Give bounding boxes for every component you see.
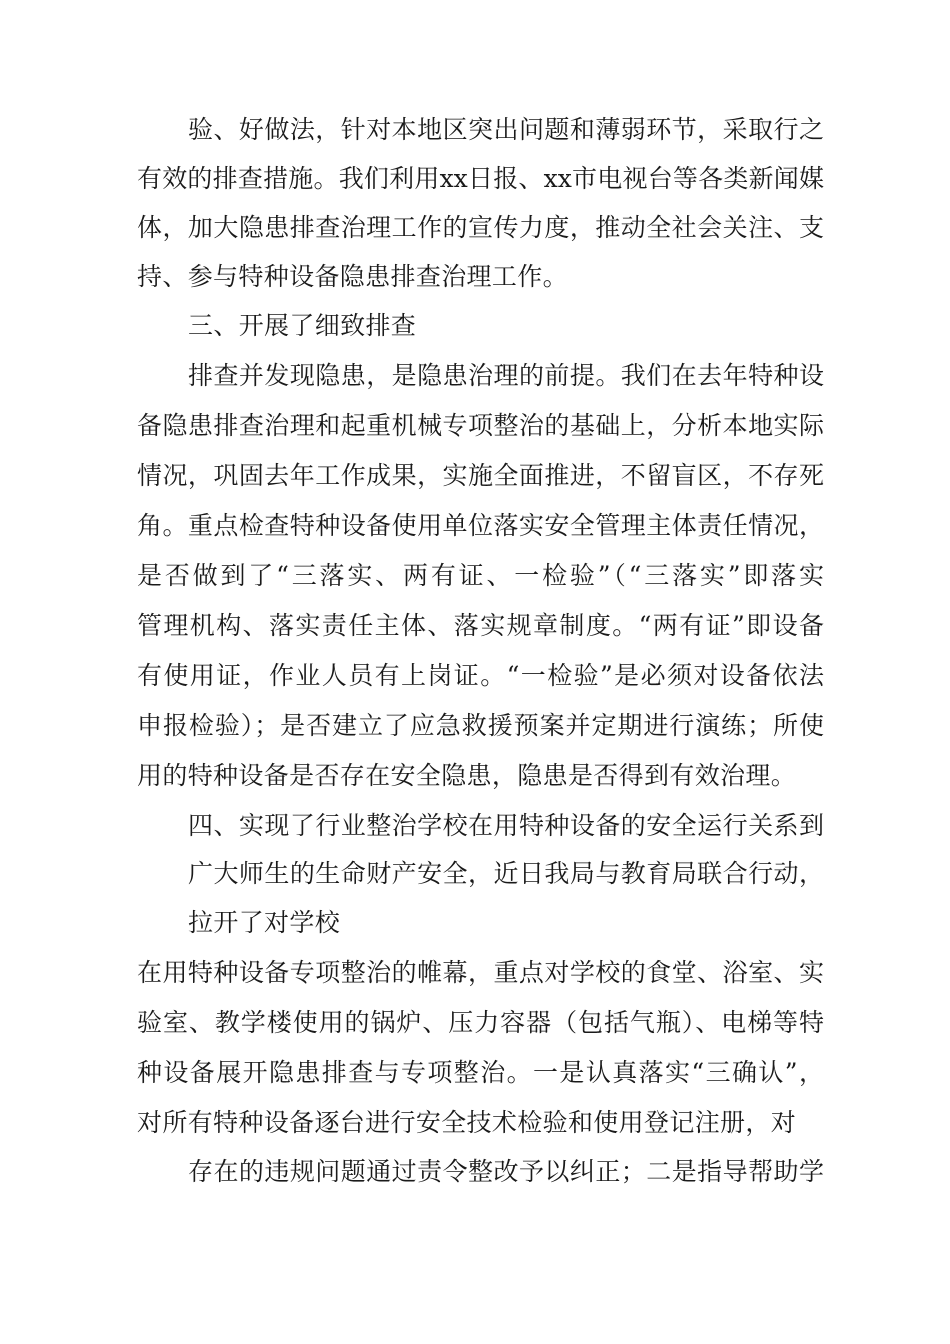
text-line: 对所有特种设备逐台进行安全技术检验和使用登记注册，对 xyxy=(137,1108,797,1137)
section-heading: 四、实现了行业整治学校在用特种设备的安全运行关系到 xyxy=(188,811,824,840)
text-line: 验室、教学楼使用的锅炉、压力容器（包括气瓶）、电梯等特 xyxy=(137,1008,824,1037)
text-line: 排查并发现隐患，是隐患治理的前提。我们在去年特种设 xyxy=(188,361,824,390)
text-line: 角。重点检查特种设备使用单位落实安全管理主体责任情况， xyxy=(137,511,824,540)
text-line: 广大师生的生命财产安全，近日我局与教育局联合行动， xyxy=(188,859,824,888)
text-line: 管理机构、落实责任主体、落实规章制度。“两有证”即设备 xyxy=(137,611,824,640)
text-line: 存在的违规问题通过责令整改予以纠正；二是指导帮助学 xyxy=(188,1157,824,1186)
text-line: 有效的排查措施。我们利用xx日报、xx市电视台等各类新闻媒 xyxy=(137,164,824,193)
section-heading: 三、开展了细致排查 xyxy=(188,311,417,340)
text-line: 在用特种设备专项整治的帷幕，重点对学校的食堂、浴室、实 xyxy=(137,958,824,987)
text-line: 情况，巩固去年工作成果，实施全面推进，不留盲区，不存死 xyxy=(137,461,824,490)
text-line: 备隐患排查治理和起重机械专项整治的基础上，分析本地实际 xyxy=(137,411,824,440)
text-line: 体，加大隐患排查治理工作的宣传力度，推动全社会关注、支 xyxy=(137,213,824,242)
text-line: 验、好做法，针对本地区突出问题和薄弱环节，采取行之 xyxy=(188,115,824,144)
text-line: 申报检验）；是否建立了应急救援预案并定期进行演练；所使 xyxy=(137,711,824,740)
text-line: 有使用证，作业人员有上岗证。“一检验”是必须对设备依法 xyxy=(137,661,824,690)
text-line: 是否做到了“三落实、两有证、一检验”（“三落实”即落实 xyxy=(137,561,824,590)
text-line: 持、参与特种设备隐患排查治理工作。 xyxy=(137,262,568,291)
text-line: 用的特种设备是否存在安全隐患，隐患是否得到有效治理。 xyxy=(137,761,797,790)
text-line: 拉开了对学校 xyxy=(188,908,341,937)
text-line: 种设备展开隐患排查与专项整治。一是认真落实“三确认”， xyxy=(137,1058,824,1087)
